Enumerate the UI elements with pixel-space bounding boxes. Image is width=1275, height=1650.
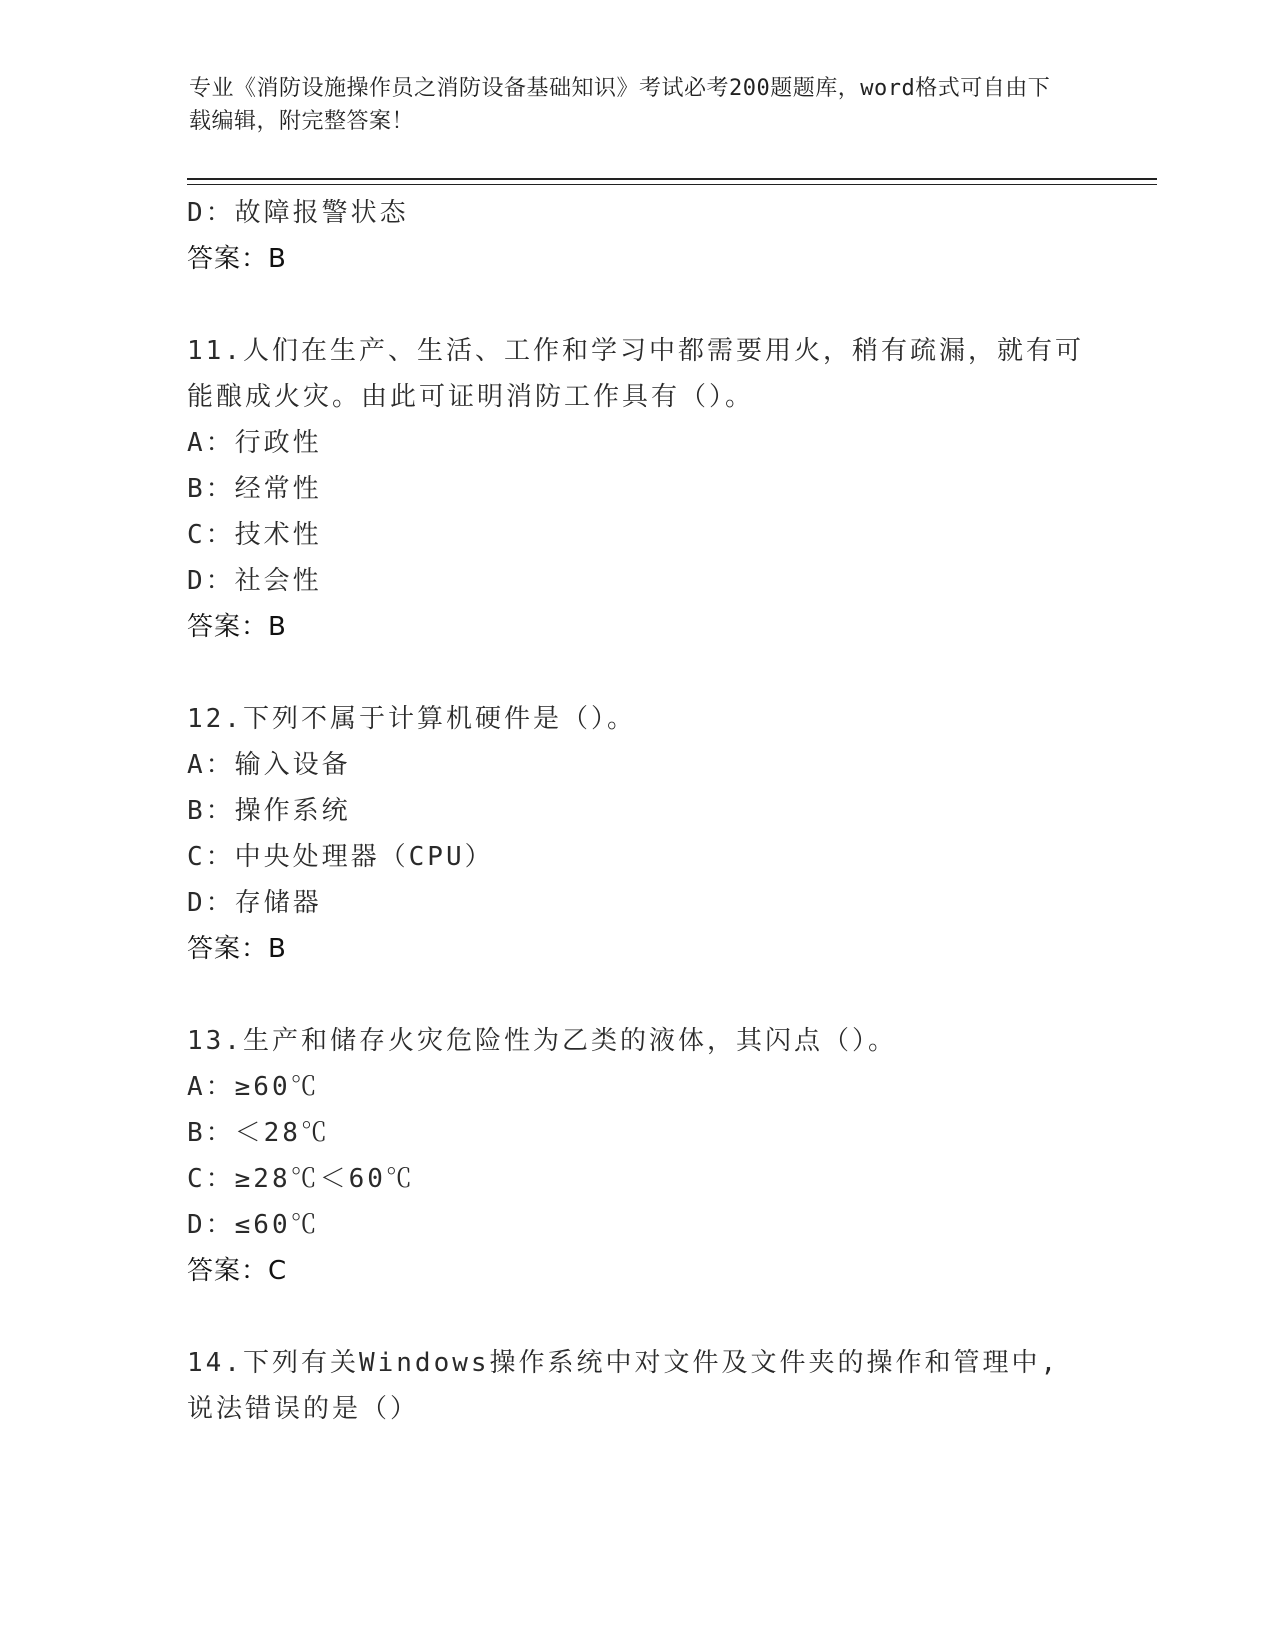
question-14 (187, 1340, 1087, 1432)
option-a: A：≥60℃ (187, 1072, 320, 1102)
option-d: D：≤60℃ (187, 1210, 320, 1240)
option-c: C：≥28℃＜60℃ (187, 1164, 415, 1194)
answer-line: 答案：B (187, 612, 287, 642)
question-stem: 13.生产和储存火灾危险性为乙类的液体，其闪点（）。 (187, 1026, 897, 1056)
option-b: B：操作系统 (187, 796, 351, 826)
option-c: C：中央处理器（CPU） (187, 842, 494, 872)
header-divider-thin (187, 184, 1157, 185)
question-11 (187, 328, 1087, 650)
question-12 (187, 696, 1087, 972)
header-divider-thick (187, 178, 1157, 180)
option-b: B：＜28℃ (187, 1118, 330, 1148)
question-13 (187, 1018, 1087, 1294)
option-b: B：经常性 (187, 474, 322, 504)
question-stem: 11.人们在生产、生活、工作和学习中都需要用火，稍有疏漏，就有可能酿成火灾。由此可证明消防工作具有（）。 (187, 336, 1084, 412)
answer-line: 答案：B (187, 244, 287, 274)
option-c: C：技术性 (187, 520, 322, 550)
answer-line: 答案：C (187, 1256, 288, 1286)
document-header: 专业《消防设施操作员之消防设备基础知识》考试必考200题题库，word格式可自由下载编辑，附完整答案！ (189, 76, 1051, 134)
option-d: D：社会性 (187, 566, 322, 596)
option-d: D：存储器 (187, 888, 322, 918)
answer-line: 答案：B (187, 934, 287, 964)
question-list (187, 190, 1087, 1432)
question-stem: 12.下列不属于计算机硬件是（）。 (187, 704, 636, 734)
question-stem: 14.下列有关Windows操作系统中对文件及文件夹的操作和管理中,说法错误的是（） (187, 1348, 1060, 1424)
option-a: A：行政性 (187, 428, 322, 458)
option-d: D：故障报警状态 (187, 198, 409, 228)
option-a: A：输入设备 (187, 750, 351, 780)
